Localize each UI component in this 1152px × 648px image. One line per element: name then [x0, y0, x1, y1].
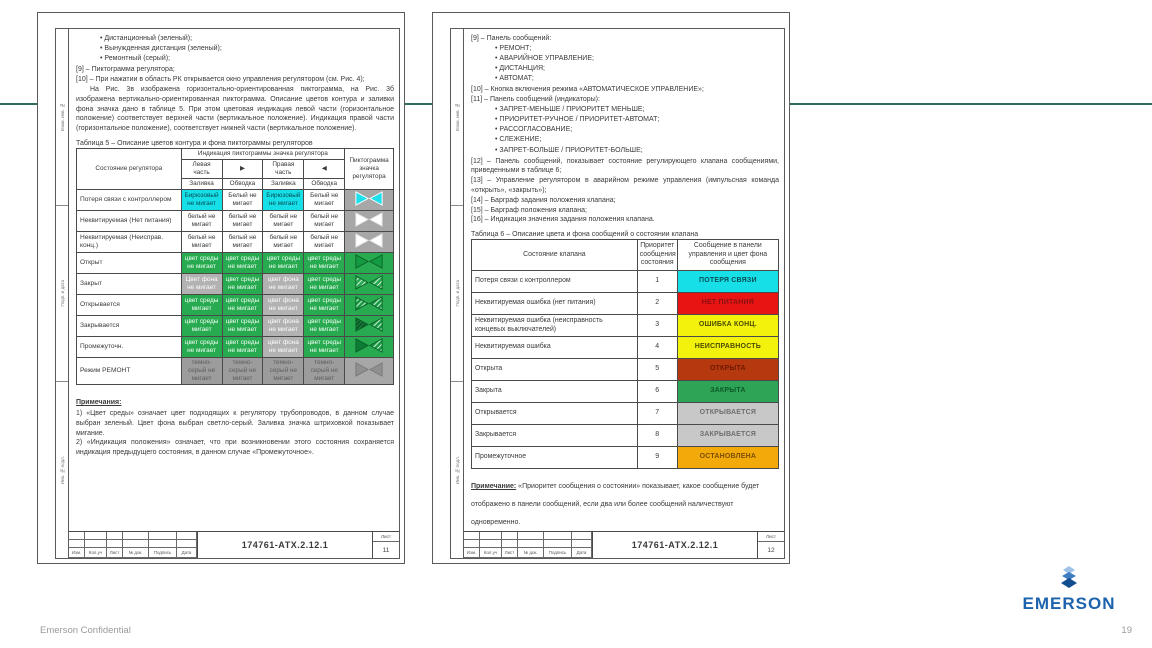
- valve-bowtie-icon: [354, 191, 384, 206]
- table-row: [472, 381, 779, 403]
- legend-item: [11] – Панель сообщений (индикаторы):: [471, 96, 600, 104]
- header-fill-outline: Заливка: [181, 179, 222, 190]
- titleblock-empty-cell: [518, 540, 544, 548]
- titleblock-empty-cell: [85, 532, 107, 540]
- divider-line-right: [788, 103, 1152, 105]
- frame-strip-label: Подп. и дата: [454, 280, 460, 307]
- indication-cell: цвет фона не мигает: [263, 337, 304, 358]
- header-part: ▶: [222, 160, 263, 179]
- mode-bullet-list: [76, 34, 394, 64]
- indication-cell: белый не мигает: [304, 211, 345, 232]
- titleblock-empty-cell: [464, 540, 480, 548]
- emerson-wordmark: EMERSON: [1022, 594, 1116, 613]
- indication-cell: белый не мигает: [263, 232, 304, 253]
- indication-cell: темно-серый не мигает: [304, 358, 345, 385]
- priority-cell: 6: [637, 381, 677, 403]
- bullet-item: • АВАРИЙНОЕ УПРАВЛЕНИЕ;: [495, 54, 779, 64]
- state-cell: Открывается: [472, 403, 638, 425]
- slide-page-number: 19: [1121, 625, 1132, 636]
- titleblock-empty-cell: [123, 532, 149, 540]
- note-text: «Приоритет сообщения о состоянии» показывает, какое сообщение будет отображено в панели сообщений, если два или более сообщений наличествуют одновременно.: [471, 483, 760, 527]
- indication-cell: цвет среды не мигает: [304, 337, 345, 358]
- table-row: [472, 337, 779, 359]
- document-number: 174761-АТХ.2.12.1: [631, 540, 719, 550]
- document-number: 174761-АТХ.2.12.1: [241, 540, 329, 550]
- message-cell: ЗАКРЫТА: [677, 381, 778, 403]
- titleblock-column-label: № док.: [123, 548, 149, 558]
- indication-cell: белый не мигает: [222, 232, 263, 253]
- note-block: [471, 475, 779, 529]
- paragraph: [9] – Пиктограмма регулятора;: [76, 66, 175, 74]
- bullet-item: • ЗАПРЕТ-БОЛЬШЕ / ПРИОРИТЕТ-БОЛЬШЕ;: [495, 146, 779, 156]
- header-cell: Состояние клапана: [472, 240, 638, 271]
- frame-strip-cell: [56, 206, 68, 383]
- titleblock-empty-cell: [149, 532, 177, 540]
- header-part: Левая часть: [181, 160, 222, 179]
- bullet-item: • РАССОГЛАСОВАНИЕ;: [495, 125, 779, 135]
- sheet-number: 12: [767, 546, 775, 554]
- frame-strip-label: Взам. инв. №: [454, 102, 460, 131]
- indication-cell: цвет среды не мигает: [304, 274, 345, 295]
- state-cell: Неквитируемая ошибка (нет питания): [472, 293, 638, 315]
- table5-caption: Таблица 5 – Описание цветов контура и фона пиктограммы регуляторов: [76, 140, 313, 147]
- indication-cell: цвет среды не мигает: [222, 253, 263, 274]
- paragraph: [10] – При нажатии в область РК открывается окно управления регулятором (см. Рис. 4);: [76, 76, 365, 84]
- indication-cell: белый не мигает: [304, 232, 345, 253]
- titleblock-empty-cell: [502, 540, 518, 548]
- state-cell: Промежуточное: [472, 447, 638, 469]
- table-6-valve-messages: [471, 239, 779, 469]
- drawing-frame: [450, 28, 785, 559]
- sheet-number: 11: [382, 546, 390, 554]
- titleblock-empty-cell: [149, 540, 177, 548]
- bullet-item: • ПРИОРИТЕТ-РУЧНОЕ / ПРИОРИТЕТ-АВТОМАТ;: [495, 115, 779, 125]
- table-row: [77, 274, 394, 295]
- titleblock-column-label: Дата: [177, 548, 197, 558]
- message-cell: ПОТЕРЯ СВЯЗИ: [677, 271, 778, 293]
- sheet-label: Лист: [758, 532, 784, 542]
- pictogram-cell: [345, 253, 394, 274]
- document-page-right: [432, 12, 790, 564]
- indication-cell: цвет среды мигает: [181, 316, 222, 337]
- frame-strip-cell: [56, 29, 68, 206]
- state-cell: Потеря связи с контроллером: [77, 190, 182, 211]
- table-header-row: [77, 149, 394, 160]
- header-part: ◀: [304, 160, 345, 179]
- indication-cell: белый не мигает: [181, 211, 222, 232]
- titleblock-grid: [69, 532, 198, 558]
- indication-cell: темно-серый не мигает: [263, 358, 304, 385]
- frame-strip-cell: [451, 206, 463, 383]
- titleblock-empty-cell: [544, 540, 572, 548]
- valve-bowtie-icon: [354, 317, 384, 332]
- priority-cell: 3: [637, 315, 677, 337]
- titleblock-empty-cell: [107, 540, 123, 548]
- bullet-item: • Ремонтный (серый);: [100, 54, 394, 64]
- indication-cell: цвет среды не мигает: [263, 253, 304, 274]
- frame-strip-label: Инв. № подл.: [59, 456, 65, 485]
- note-title: Примечание:: [471, 483, 517, 491]
- divider-line-middle: [403, 103, 433, 105]
- pictogram-cell: [345, 274, 394, 295]
- message-cell: ОШИБКА КОНЦ.: [677, 315, 778, 337]
- header-indication-group: Индикация пиктограммы значка регулятора: [181, 149, 345, 160]
- indication-cell: белый не мигает: [181, 232, 222, 253]
- message-cell: ОТКРЫТА: [677, 359, 778, 381]
- valve-bowtie-icon: [354, 296, 384, 311]
- bullet-item: • АВТОМАТ;: [495, 74, 779, 84]
- titleblock-column-label: № док.: [518, 548, 544, 558]
- legend-item: [16] – Индикация значения задания положения клапана.: [471, 216, 655, 224]
- pictogram-cell: [345, 232, 394, 253]
- indication-cell: цвет среды не мигает: [222, 274, 263, 295]
- table5-header: [77, 149, 394, 190]
- note-item: 2) «Индикация положения» означает, что при возникновении этого состояния сохраняется индикация предыдущего состояния, в данном случае «Промежуточное».: [76, 439, 394, 457]
- table-row: [77, 337, 394, 358]
- table-row: [472, 359, 779, 381]
- indication-cell: цвет среды не мигает: [222, 295, 263, 316]
- titleblock-column-label: Подпись: [544, 548, 572, 558]
- state-cell: Неквитируемая ошибка (неисправность концевых выключателей): [472, 315, 638, 337]
- indication-cell: цвет среды не мигает: [222, 337, 263, 358]
- sheet-label: Лист: [373, 532, 399, 542]
- indication-cell: Бирюзовый не мигает: [181, 190, 222, 211]
- legend-sub-bullets: [471, 105, 779, 156]
- indication-cell: темно-серый не мигает: [222, 358, 263, 385]
- titleblock-empty-cell: [69, 540, 85, 548]
- titleblock-column-label: Лист: [107, 548, 123, 558]
- message-cell: НЕИСПРАВНОСТЬ: [677, 337, 778, 359]
- table-row: [472, 447, 779, 469]
- message-cell: ОТКРЫВАЕТСЯ: [677, 403, 778, 425]
- table6-header: [472, 240, 779, 271]
- priority-cell: 7: [637, 403, 677, 425]
- titleblock-empty-cell: [85, 540, 107, 548]
- indication-cell: цвет среды мигает: [181, 295, 222, 316]
- message-cell: ОСТАНОВЛЕНА: [677, 447, 778, 469]
- indication-cell: цвет фона не мигает: [263, 316, 304, 337]
- titleblock-empty-cell: [480, 532, 502, 540]
- table-row: [77, 358, 394, 385]
- titleblock-column-label: Лист: [502, 548, 518, 558]
- table-row: [472, 403, 779, 425]
- frame-strip-cell: [451, 382, 463, 558]
- titleblock-empty-cell: [572, 540, 592, 548]
- table-row: [472, 315, 779, 337]
- priority-cell: 5: [637, 359, 677, 381]
- header-part: Правая часть: [263, 160, 304, 179]
- table-row: [77, 232, 394, 253]
- state-cell: Открывается: [77, 295, 182, 316]
- valve-bowtie-icon: [354, 254, 384, 269]
- titleblock-empty-cell: [69, 532, 85, 540]
- titleblock-empty-cell: [518, 532, 544, 540]
- bullet-item: • СЛЕЖЕНИЕ;: [495, 135, 779, 145]
- valve-bowtie-icon: [354, 338, 384, 353]
- titleblock-column-label: Кол.уч: [480, 548, 502, 558]
- titleblock-empty-cell: [502, 532, 518, 540]
- indication-cell: цвет среды не мигает: [304, 295, 345, 316]
- notes-block: [76, 391, 394, 458]
- state-cell: Потеря связи с контроллером: [472, 271, 638, 293]
- indication-cell: Бирюзовый не мигает: [263, 190, 304, 211]
- message-cell: ЗАКРЫВАЕТСЯ: [677, 425, 778, 447]
- state-cell: Открыта: [472, 359, 638, 381]
- indication-cell: темно-серый не мигает: [181, 358, 222, 385]
- table6-body: [472, 271, 779, 469]
- frame-side-strip: [451, 29, 464, 558]
- table-row: [472, 293, 779, 315]
- header-fill-outline: Обводка: [222, 179, 263, 190]
- indication-cell: цвет среды не мигает: [222, 316, 263, 337]
- titleblock-column-label: Изм.: [69, 548, 85, 558]
- bullet-item: • РЕМОНТ;: [495, 44, 779, 54]
- titleblock-grid: [464, 532, 593, 558]
- state-cell: Закрывается: [77, 316, 182, 337]
- titleblock-empty-cell: [107, 532, 123, 540]
- table5-body: [77, 190, 394, 385]
- pictogram-cell: [345, 190, 394, 211]
- note-item: 1) «Цвет среды» означает цвет подходящих к регулятору трубопроводов, в данном случае выбран зеленый. Цвет фона выбран светло-серый. Заливка значка штриховкой показывает мигание.: [76, 410, 394, 437]
- priority-cell: 2: [637, 293, 677, 315]
- indication-cell: цвет среды не мигает: [181, 253, 222, 274]
- emerson-logo-icon: [1052, 565, 1086, 589]
- state-cell: Неквитируемая (Нет питания): [77, 211, 182, 232]
- header-state: Состояние регулятора: [77, 149, 182, 190]
- bullet-item: • ЗАПРЕТ-МЕНЬШЕ / ПРИОРИТЕТ МЕНЬШЕ;: [495, 105, 779, 115]
- legend-item: [15] – Барграф положения клапана;: [471, 206, 587, 214]
- bullet-item: • Дистанционный (зеленый);: [100, 34, 394, 44]
- frame-side-strip: [56, 29, 69, 558]
- title-block-left: [69, 531, 399, 558]
- frame-strip-cell: [56, 382, 68, 558]
- description-paragraphs: [76, 65, 394, 134]
- sheet-box: [372, 532, 399, 558]
- table-header-row: [472, 240, 779, 271]
- state-cell: Закрыта: [472, 381, 638, 403]
- pictogram-cell: [345, 316, 394, 337]
- header-cell: Сообщение в панели управления и цвет фона сообщения: [677, 240, 778, 271]
- priority-cell: 1: [637, 271, 677, 293]
- state-cell: Режим РЕМОНТ: [77, 358, 182, 385]
- legend-item: [12] – Панель сообщений, показывает состояние регулирующего клапана сообщениями, приведенными в таблице 6;: [471, 157, 779, 175]
- legend-item: [10] – Кнопка включения режима «АВТОМАТИЧЕСКОЕ УПРАВЛЕНИЕ»;: [471, 86, 704, 94]
- legend-item: [9] – Панель сообщений:: [471, 35, 552, 42]
- message-cell: НЕТ ПИТАНИЯ: [677, 293, 778, 315]
- title-block-right: [464, 531, 784, 558]
- state-cell: Неквитируемая ошибка: [472, 337, 638, 359]
- legend-sub-bullets: [471, 44, 779, 85]
- indication-cell: Белый не мигает: [304, 190, 345, 211]
- titleblock-empty-cell: [464, 532, 480, 540]
- frame-strip-label: Взам. инв. №: [59, 102, 65, 131]
- indication-cell: цвет фона не мигает: [263, 274, 304, 295]
- state-cell: Открыт: [77, 253, 182, 274]
- titleblock-empty-cell: [480, 540, 502, 548]
- legend-item: [13] – Управление регулятором в аварийном режиме управления (импульсная команда «открыть», «закрыть»);: [471, 177, 779, 195]
- pictogram-cell: [345, 295, 394, 316]
- table-row: [77, 316, 394, 337]
- table-5-regulator-colors: [76, 148, 394, 385]
- titleblock-column-label: Подпись: [149, 548, 177, 558]
- sheet-box: [757, 532, 784, 558]
- pictogram-cell: [345, 337, 394, 358]
- indication-cell: белый не мигает: [263, 211, 304, 232]
- valve-bowtie-icon: [354, 362, 384, 377]
- indication-cell: Белый не мигает: [222, 190, 263, 211]
- notes-list: [76, 409, 394, 458]
- frame-strip-cell: [451, 29, 463, 206]
- state-cell: Закрыт: [77, 274, 182, 295]
- table-row: [77, 211, 394, 232]
- indication-cell: цвет среды не мигает: [304, 316, 345, 337]
- priority-cell: 9: [637, 447, 677, 469]
- table-row: [77, 253, 394, 274]
- indication-cell: цвет фона не мигает: [263, 295, 304, 316]
- page-content: [69, 29, 399, 558]
- pictogram-cell: [345, 211, 394, 232]
- table-row: [472, 425, 779, 447]
- titleblock-column-label: Изм.: [464, 548, 480, 558]
- table-row: [77, 295, 394, 316]
- titleblock-empty-cell: [123, 540, 149, 548]
- header-fill-outline: Обводка: [304, 179, 345, 190]
- frame-strip-label: Инв. № подл.: [454, 456, 460, 485]
- titleblock-column-label: Кол.уч: [85, 548, 107, 558]
- titleblock-empty-cell: [177, 532, 197, 540]
- header-cell: Приоритет сообщения состояния: [637, 240, 677, 271]
- indication-cell: цвет среды не мигает: [304, 253, 345, 274]
- table-row: [472, 271, 779, 293]
- state-cell: Неквитируемая (Неисправ. конц.): [77, 232, 182, 253]
- priority-cell: 4: [637, 337, 677, 359]
- indication-cell: цвет среды не мигает: [181, 337, 222, 358]
- titleblock-empty-cell: [177, 540, 197, 548]
- legend-item-list: [471, 34, 779, 225]
- table6-caption: Таблица 6 – Описание цвета и фона сообщений о состоянии клапана: [471, 231, 699, 239]
- titleblock-empty-cell: [572, 532, 592, 540]
- drawing-frame: [55, 28, 400, 559]
- confidential-footer: Emerson Confidential: [40, 625, 131, 636]
- paragraph: На Рис. 3в изображена горизонтально-ориентированная пиктограмма, на Рис. 3б изображена вертикально-ориентированная пиктограмма. Описание цветов контура и заливки фона значка дано в таблице 5. При этом цветовая индикация левой части (горизонтальное положение) соответствует верхней части (вертикальное положение). Индикация правой части (горизонтальное положение), соответствует нижней части (вертикальное положение).: [76, 86, 394, 133]
- state-cell: Промежуточн.: [77, 337, 182, 358]
- legend-item: [14] – Барграф задания положения клапана;: [471, 196, 616, 204]
- bullet-item: • ДИСТАНЦИЯ;: [495, 64, 779, 74]
- valve-bowtie-icon: [354, 212, 384, 227]
- notes-title: Примечания:: [76, 399, 122, 406]
- pictogram-cell: [345, 358, 394, 385]
- header-pictogram: Пиктограмма значка регулятора: [345, 149, 394, 190]
- valve-bowtie-icon: [354, 233, 384, 248]
- frame-strip-label: Подп. и дата: [59, 280, 65, 307]
- header-fill-outline: Заливка: [263, 179, 304, 190]
- indication-cell: белый не мигает: [222, 211, 263, 232]
- document-page-left: [37, 12, 405, 564]
- valve-bowtie-icon: [354, 275, 384, 290]
- indication-cell: Цвет фона не мигает: [181, 274, 222, 295]
- priority-cell: 8: [637, 425, 677, 447]
- page-content: [464, 29, 784, 558]
- state-cell: Закрывается: [472, 425, 638, 447]
- titleblock-column-label: Дата: [572, 548, 592, 558]
- emerson-logo: [1014, 565, 1124, 614]
- table-row: [77, 190, 394, 211]
- titleblock-empty-cell: [544, 532, 572, 540]
- bullet-item: • Вынужденная дистанция (зеленый);: [100, 44, 394, 54]
